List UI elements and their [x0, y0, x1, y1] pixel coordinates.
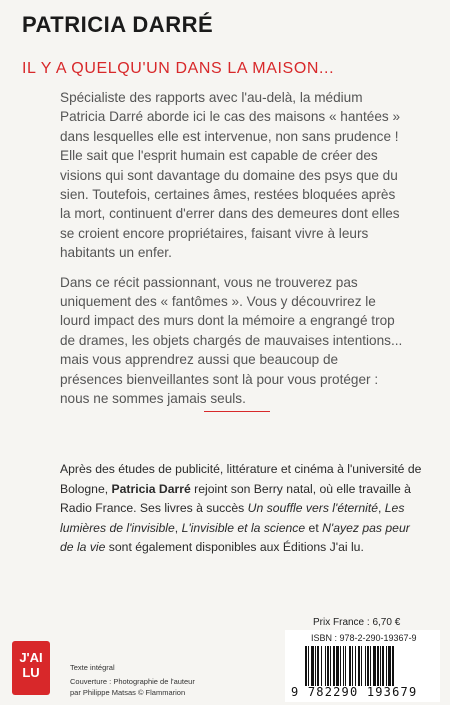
barcode-bar: [361, 646, 362, 686]
bio-separator: ,: [378, 501, 385, 515]
bio-author-name: Patricia Darré: [111, 481, 191, 496]
bio-book-2: Les lumières de l'invisible: [60, 501, 405, 535]
logo-line-1: J'AI: [19, 650, 43, 665]
barcode-bar: [325, 646, 326, 686]
barcode-bar: [382, 646, 384, 686]
barcode-bar: [352, 646, 353, 686]
isbn-label: ISBN : 978-2-290-19367-9: [311, 633, 417, 643]
bio-book-1: Un souffle vers l'éternité: [247, 501, 378, 515]
barcode-bar: [349, 646, 351, 686]
bio-text-3: sont également disponibles aux Éditions J'ai lu.: [105, 540, 364, 554]
barcode-bar: [327, 646, 329, 686]
barcode-bar: [336, 646, 339, 686]
barcode-bar: [315, 646, 316, 686]
barcode-bar: [373, 646, 376, 686]
texte-integral: Texte intégral: [70, 663, 115, 672]
barcode-bar: [388, 646, 391, 686]
blurb-paragraph-2: Dans ce récit passionnant, vous ne trouverez pas uniquement des « fantômes ». Vous y découvrirez le lourd impact des murs dont la mémoire a engrangé trop de drames, les objets chargés de mauvaises intentions... mais vous apprendrez aussi que beaucoup de présences bienveillantes sont là pour vous protéger : nous ne sommes jamais seuls.: [60, 274, 403, 407]
bio-separator: et: [305, 520, 323, 535]
barcode-bar: [367, 646, 369, 686]
barcode-bar: [340, 646, 341, 686]
cover-credit-line-2: par Philippe Matsas © Flammarion: [70, 688, 186, 697]
barcode-bar: [317, 646, 319, 686]
cover-credit-line-1: Couverture : Photographie de l'auteur: [70, 677, 195, 686]
barcode-bar: [311, 646, 314, 686]
barcode-bar: [365, 646, 366, 686]
barcode-bar: [386, 646, 387, 686]
blurb: [60, 88, 404, 419]
barcode-bar: [345, 646, 346, 686]
barcode-bar: [392, 646, 394, 686]
barcode-digits: 9 782290 193679: [291, 685, 418, 699]
bio-book-3: L'invisible et la science: [181, 520, 306, 535]
barcode-bar: [355, 646, 356, 686]
edition-info: [70, 662, 250, 698]
barcode-bar: [305, 646, 307, 686]
logo-line-2: LU: [22, 665, 40, 680]
barcode-bar: [370, 646, 371, 686]
bio-separator: ,: [174, 520, 182, 535]
book-title: IL Y A QUELQU'UN DANS LA MAISON...: [22, 60, 335, 77]
barcode-bar: [380, 646, 381, 686]
barcode-bar: [343, 646, 344, 686]
bio-text-1: Après des études de publicité, littérature et cinéma à l'université de Bologne,: [60, 462, 422, 496]
bio-book-4: N'ayez pas peur de la vie: [60, 520, 410, 554]
barcode-block: [285, 630, 440, 702]
price-label: Prix France : 6,70 €: [313, 617, 401, 628]
barcode-bar: [321, 646, 322, 686]
red-divider: [204, 411, 270, 412]
barcode-bar: [330, 646, 331, 686]
barcode-bar: [333, 646, 335, 686]
barcode-bar: [358, 646, 360, 686]
author-name: PATRICIA DARRÉ: [22, 12, 214, 37]
barcode-bar: [308, 646, 309, 686]
blurb-paragraph-1: Spécialiste des rapports avec l'au-delà, la médium Patricia Darré aborde ici le cas des maisons « hantées » dans lesquelles elle est intervenue, non sans prudence ! Elle sait que l'esprit humain est capable de créer des visions qui sont davantage du domaine des psys que du sien. Toutefois, certaines âmes, restées bloquées après la mort, continuent d'errer dans des demeures dont elles se croient encore propriétaires, faisant vivre à leurs habitants un enfer.: [60, 90, 401, 261]
publisher-logo: [12, 641, 50, 695]
barcode-bars: [305, 646, 435, 686]
barcode-bar: [377, 646, 379, 686]
bio-text-2: rejoint son Berry natal, où elle travaille à Radio France. Ses livres à succès: [60, 481, 411, 515]
author-bio: [60, 460, 422, 558]
